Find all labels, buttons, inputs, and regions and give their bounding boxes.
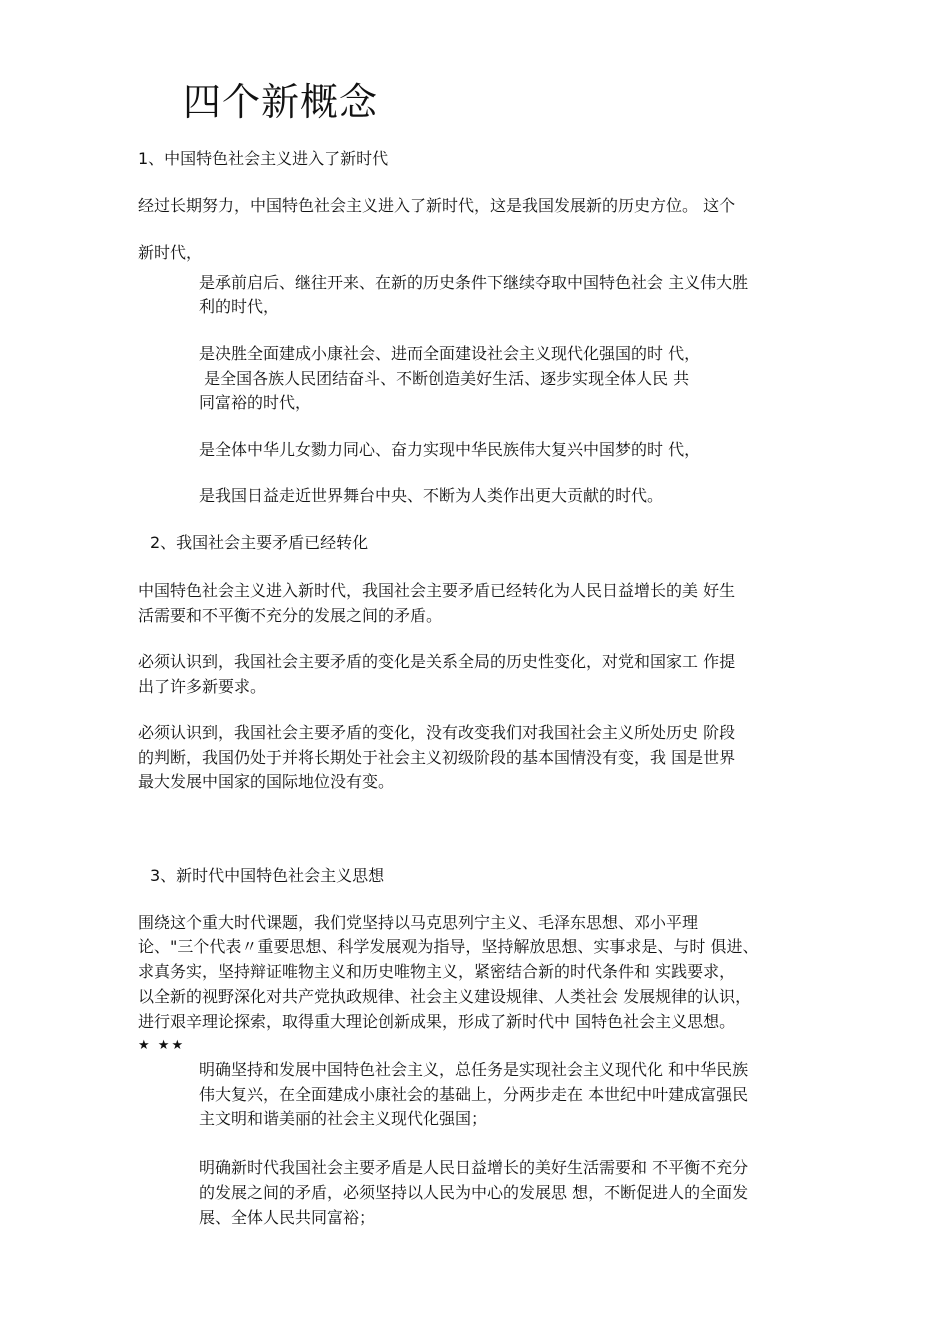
section-1-bullet-line: 同富裕的时代，	[199, 393, 312, 412]
section-3-bullet-line: 明确新时代我国社会主要矛盾是人民日益增长的美好生活需要和 不平衡不充分	[199, 1158, 749, 1177]
section-1-intro-line-2: 新时代，	[138, 243, 203, 262]
section-1-bullet-line: 是承前启后、继往开来、在新的历史条件下继续夺取中国特色社会 主义伟大胜	[199, 273, 749, 292]
section-3-bullet-line: 的发展之间的矛盾，必须坚持以人民为中心的发展思 想，不断促进人的全面发	[199, 1183, 749, 1202]
section-3-bullet-line: 主文明和谐美丽的社会主义现代化强国；	[199, 1109, 488, 1128]
section-1-bullet-line: 是决胜全面建成小康社会、进而全面建设社会主义现代化强国的时 代，	[199, 344, 701, 363]
section-2-line: 的判断，我国仍处于并将长期处于社会主义初级阶段的基本国情没有变，我 国是世界	[138, 748, 736, 767]
section-2-line: 中国特色社会主义进入新时代，我国社会主要矛盾已经转化为人民日益增长的美 好生	[138, 581, 736, 600]
section-1-bullet-line: 是全体中华儿女勠力同心、奋力实现中华民族伟大复兴中国梦的时 代，	[199, 440, 701, 459]
section-2-line: 出了许多新要求。	[138, 677, 267, 696]
section-3-bullet-line: 展、全体人民共同富裕；	[199, 1208, 376, 1227]
section-3-bullet-line: 明确坚持和发展中国特色社会主义，总任务是实现社会主义现代化 和中华民族	[199, 1060, 749, 1079]
section-1-bullet-line: 是全国各族人民团结奋斗、不断创造美好生活、逐步实现全体人民 共	[199, 369, 690, 388]
section-3-heading: 3、新时代中国特色社会主义思想	[150, 866, 385, 885]
document-title: 四个新概念	[183, 80, 379, 124]
section-3-line: 围绕这个重大时代课题，我们党坚持以马克思列宁主义、毛泽东思想、邓小平理	[138, 913, 699, 932]
section-2-line: 最大发展中国家的国际地位没有变。	[138, 772, 395, 791]
section-1-heading: 1、中国特色社会主义进入了新时代	[138, 149, 389, 168]
section-3-bullet-line: 伟大复兴，在全面建成小康社会的基础上，分两步走在 本世纪中叶建成富强民	[199, 1085, 749, 1104]
section-1-bullet-line: 是我国日益走近世界舞台中央、不断为人类作出更大贡献的时代。	[199, 486, 664, 505]
section-2-heading: 2、我国社会主要矛盾已经转化	[150, 533, 369, 552]
star-divider: ★ ★★	[138, 1038, 186, 1053]
section-1-intro-line-1: 经过长期努力，中国特色社会主义进入了新时代，这是我国发展新的历史方位。 这个	[138, 196, 736, 215]
section-2-line: 活需要和不平衡不充分的发展之间的矛盾。	[138, 606, 443, 625]
section-3-line: 以全新的视野深化对共产党执政规律、社会主义建设规律、人类社会 发展规律的认识，	[138, 987, 752, 1006]
section-3-line: 论、"三个代表〃重要思想、科学发展观为指导，坚持解放思想、实事求是、与时 俱进、	[138, 937, 759, 956]
section-2-line: 必须认识到，我国社会主要矛盾的变化是关系全局的历史性变化，对党和国家工 作提	[138, 652, 736, 671]
section-3-line: 求真务实，坚持辩证唯物主义和历史唯物主义，紧密结合新的时代条件和 实践要求，	[138, 962, 736, 981]
section-1-bullet-line: 利的时代，	[199, 297, 280, 316]
section-2-line: 必须认识到，我国社会主要矛盾的变化，没有改变我们对我国社会主义所处历史 阶段	[138, 723, 736, 742]
section-3-line: 进行艰辛理论探索，取得重大理论创新成果，形成了新时代中 国特色社会主义思想。	[138, 1012, 736, 1031]
